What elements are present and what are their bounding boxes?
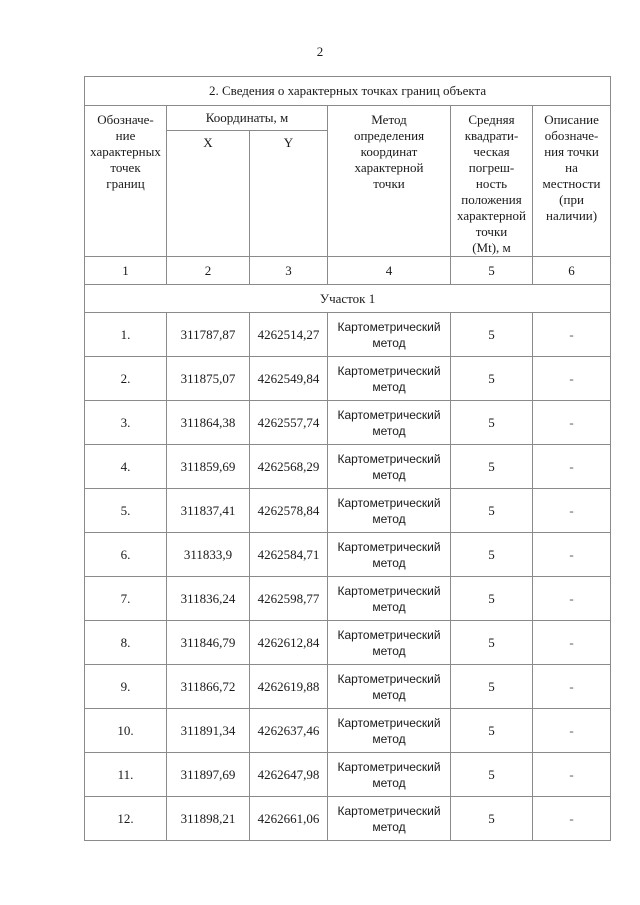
method-line: метод — [372, 775, 406, 790]
method-line: метод — [372, 819, 406, 834]
mean-error: 5 — [451, 533, 533, 577]
mean-error: 5 — [451, 313, 533, 357]
table-row — [85, 357, 611, 401]
point-number: 8. — [85, 621, 167, 665]
column-number: 2 — [167, 257, 250, 285]
table-title: 2. Сведения о характерных точках границ объекта — [85, 77, 611, 106]
coord-x: 311898,21 — [167, 797, 250, 841]
method — [328, 665, 451, 709]
method — [328, 753, 451, 797]
coord-y: 4262619,88 — [250, 665, 328, 709]
coord-x: 311875,07 — [167, 357, 250, 401]
method-line: Картометрический — [337, 363, 441, 378]
column-number: 4 — [328, 257, 451, 285]
coord-x: 311859,69 — [167, 445, 250, 489]
point-number: 6. — [85, 533, 167, 577]
coord-y: 4262637,46 — [250, 709, 328, 753]
method — [328, 489, 451, 533]
method-line: метод — [372, 423, 406, 438]
table-row — [85, 709, 611, 753]
description: - — [533, 445, 611, 489]
mean-error: 5 — [451, 357, 533, 401]
header-row-top — [85, 106, 611, 131]
coord-y: 4262584,71 — [250, 533, 328, 577]
mean-error: 5 — [451, 665, 533, 709]
point-number: 4. — [85, 445, 167, 489]
table-row — [85, 533, 611, 577]
point-number: 10. — [85, 709, 167, 753]
header-description: Описание обозначе- ния точки на местности (при наличии) — [533, 106, 611, 257]
method-line: Картометрический — [337, 407, 441, 422]
coord-x: 311866,72 — [167, 665, 250, 709]
table-row — [85, 577, 611, 621]
description: - — [533, 709, 611, 753]
point-number: 1. — [85, 313, 167, 357]
description: - — [533, 665, 611, 709]
table-row — [85, 621, 611, 665]
coord-x: 311846,79 — [167, 621, 250, 665]
section-title: Участок 1 — [85, 285, 611, 313]
column-number: 5 — [451, 257, 533, 285]
method-line: Картометрический — [337, 583, 441, 598]
method — [328, 401, 451, 445]
coord-y: 4262557,74 — [250, 401, 328, 445]
point-number: 12. — [85, 797, 167, 841]
method-line: Картометрический — [337, 539, 441, 554]
method-line: метод — [372, 511, 406, 526]
description: - — [533, 533, 611, 577]
description: - — [533, 797, 611, 841]
mean-error: 5 — [451, 445, 533, 489]
coord-x: 311787,87 — [167, 313, 250, 357]
coord-x: 311891,34 — [167, 709, 250, 753]
method — [328, 577, 451, 621]
method-line: Картометрический — [337, 451, 441, 466]
description: - — [533, 357, 611, 401]
table-row — [85, 401, 611, 445]
method — [328, 709, 451, 753]
method — [328, 445, 451, 489]
coord-y: 4262612,84 — [250, 621, 328, 665]
point-number: 11. — [85, 753, 167, 797]
method — [328, 533, 451, 577]
method-line: метод — [372, 379, 406, 394]
method-line: метод — [372, 599, 406, 614]
method-line: Картометрический — [337, 671, 441, 686]
coord-y: 4262598,77 — [250, 577, 328, 621]
coord-x: 311836,24 — [167, 577, 250, 621]
boundary-points-table — [84, 76, 611, 841]
method — [328, 357, 451, 401]
header-x: X — [167, 131, 250, 257]
column-number: 3 — [250, 257, 328, 285]
table-row — [85, 489, 611, 533]
coord-x: 311833,9 — [167, 533, 250, 577]
coord-x: 311837,41 — [167, 489, 250, 533]
description: - — [533, 313, 611, 357]
mean-error: 5 — [451, 753, 533, 797]
point-number: 2. — [85, 357, 167, 401]
coord-y: 4262578,84 — [250, 489, 328, 533]
table-row — [85, 445, 611, 489]
coord-x: 311897,69 — [167, 753, 250, 797]
header-point-designation: Обозначе- ние характерных точек границ — [85, 106, 167, 257]
method — [328, 313, 451, 357]
table-row — [85, 797, 611, 841]
table-row — [85, 753, 611, 797]
method-line: метод — [372, 731, 406, 746]
method-line: метод — [372, 467, 406, 482]
page-number: 2 — [316, 44, 324, 59]
table-row — [85, 313, 611, 357]
coord-y: 4262661,06 — [250, 797, 328, 841]
header-coordinates: Координаты, м — [167, 106, 328, 131]
column-numbers-row — [85, 257, 611, 285]
method-line: Картометрический — [337, 319, 441, 334]
method-line: метод — [372, 687, 406, 702]
coord-y: 4262568,29 — [250, 445, 328, 489]
column-number: 6 — [533, 257, 611, 285]
description: - — [533, 753, 611, 797]
table-title-row — [85, 77, 611, 106]
point-number: 5. — [85, 489, 167, 533]
table-row — [85, 665, 611, 709]
method-line: Картометрический — [337, 495, 441, 510]
point-number: 9. — [85, 665, 167, 709]
mean-error: 5 — [451, 489, 533, 533]
header-y: Y — [250, 131, 328, 257]
method-line: Картометрический — [337, 759, 441, 774]
method-line: Картометрический — [337, 803, 441, 818]
method-line: Картометрический — [337, 627, 441, 642]
section-row — [85, 285, 611, 313]
description: - — [533, 489, 611, 533]
mean-error: 5 — [451, 797, 533, 841]
mean-error: 5 — [451, 709, 533, 753]
description: - — [533, 401, 611, 445]
method-line: метод — [372, 335, 406, 350]
description: - — [533, 621, 611, 665]
coord-x: 311864,38 — [167, 401, 250, 445]
method — [328, 797, 451, 841]
mean-error: 5 — [451, 401, 533, 445]
method — [328, 621, 451, 665]
point-number: 3. — [85, 401, 167, 445]
point-number: 7. — [85, 577, 167, 621]
header-mean-error: Средняя квадрати- ческая погреш- ность положения характерной точки (Mt), м — [451, 106, 533, 257]
coord-y: 4262514,27 — [250, 313, 328, 357]
coord-y: 4262549,84 — [250, 357, 328, 401]
coord-y: 4262647,98 — [250, 753, 328, 797]
description: - — [533, 577, 611, 621]
method-line: Картометрический — [337, 715, 441, 730]
column-number: 1 — [85, 257, 167, 285]
mean-error: 5 — [451, 577, 533, 621]
method-line: метод — [372, 643, 406, 658]
mean-error: 5 — [451, 621, 533, 665]
method-line: метод — [372, 555, 406, 570]
header-method: Метод определения координат характерной точки — [328, 106, 451, 257]
